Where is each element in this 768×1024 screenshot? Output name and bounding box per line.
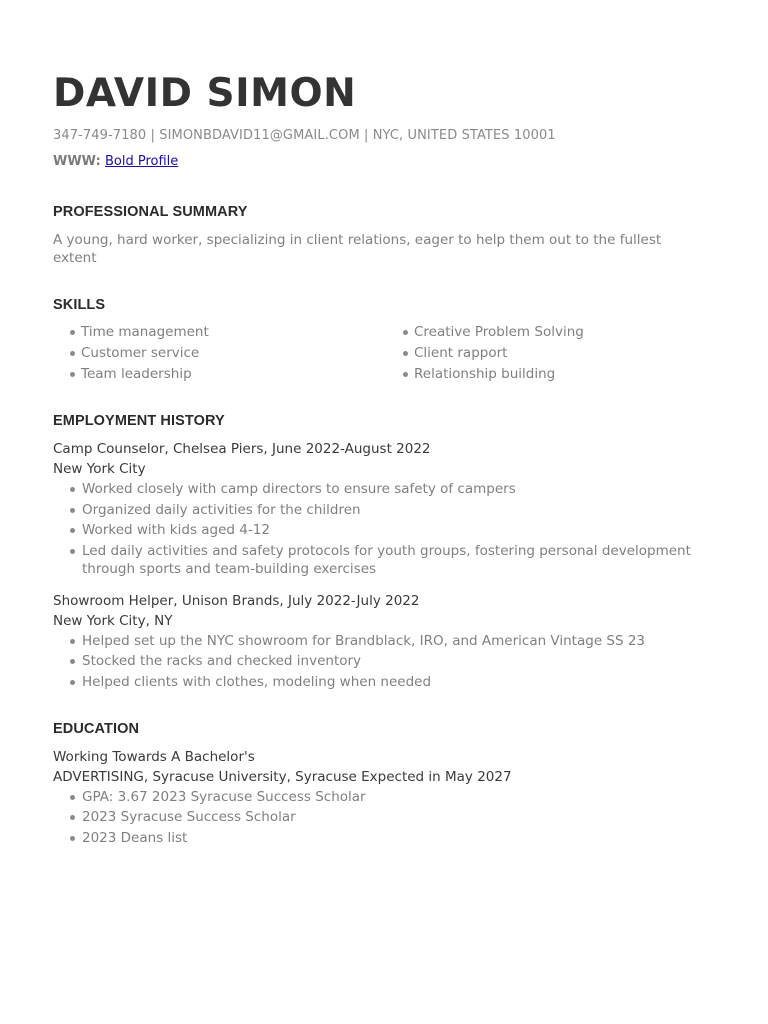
job-bullet: Helped clients with clothes, modeling when needed <box>53 673 708 691</box>
candidate-name: DAVID SIMON <box>53 71 357 116</box>
skills-heading: SKILLS <box>53 297 106 313</box>
job-bullet: Worked with kids aged 4-12 <box>53 521 708 539</box>
job-bullet: Organized daily activities for the children <box>53 501 708 519</box>
job-location: New York City <box>53 461 146 477</box>
website-line <box>53 153 708 171</box>
skill-item: Relationship building <box>386 365 666 383</box>
job-bullet: Led daily activities and safety protocols for youth groups, fostering personal development through sports and team-building exercises <box>53 542 708 578</box>
skill-item: Creative Problem Solving <box>386 323 666 341</box>
summary-heading: PROFESSIONAL SUMMARY <box>53 204 248 220</box>
skill-item: Time management <box>53 323 386 341</box>
skill-item: Team leadership <box>53 365 386 383</box>
job-bullets <box>53 632 708 691</box>
job-heading: Showroom Helper, Unison Brands, July 2022-July 2022 <box>53 592 420 609</box>
education-degree: Working Towards A Bachelor's <box>53 748 255 765</box>
education-bullets <box>53 788 708 847</box>
summary-text: A young, hard worker, specializing in client relations, eager to help them out to the fullest extent <box>53 232 662 266</box>
education-bullet: 2023 Deans list <box>53 829 708 847</box>
job-entry <box>53 439 708 578</box>
skill-item: Customer service <box>53 344 386 362</box>
profile-link[interactable]: Bold Profile <box>104 154 179 169</box>
job-bullet: Stocked the racks and checked inventory <box>53 652 708 670</box>
job-bullet: Helped set up the NYC showroom for Brandblack, IRO, and American Vintage SS 23 <box>53 632 708 650</box>
education-bullet: GPA: 3.67 2023 Syracuse Success Scholar <box>53 788 708 806</box>
job-bullets <box>53 480 708 578</box>
employment-heading: EMPLOYMENT HISTORY <box>53 413 225 429</box>
skills-list <box>53 323 708 383</box>
contact-line: 347-749-7180 | SIMONBDAVID11@GMAIL.COM | NYC, UNITED STATES 10001 <box>53 128 556 143</box>
education-school: ADVERTISING, Syracuse University, Syracuse Expected in May 2027 <box>53 768 512 785</box>
job-entry <box>53 591 708 691</box>
job-heading: Camp Counselor, Chelsea Piers, June 2022-August 2022 <box>53 441 431 457</box>
skill-item: Client rapport <box>386 344 666 362</box>
education-bullet: 2023 Syracuse Success Scholar <box>53 808 708 826</box>
website-label: WWW: <box>53 154 101 169</box>
job-location: New York City, NY <box>53 612 173 629</box>
education-heading: EDUCATION <box>53 720 140 737</box>
job-bullet: Worked closely with camp directors to ensure safety of campers <box>53 480 708 498</box>
